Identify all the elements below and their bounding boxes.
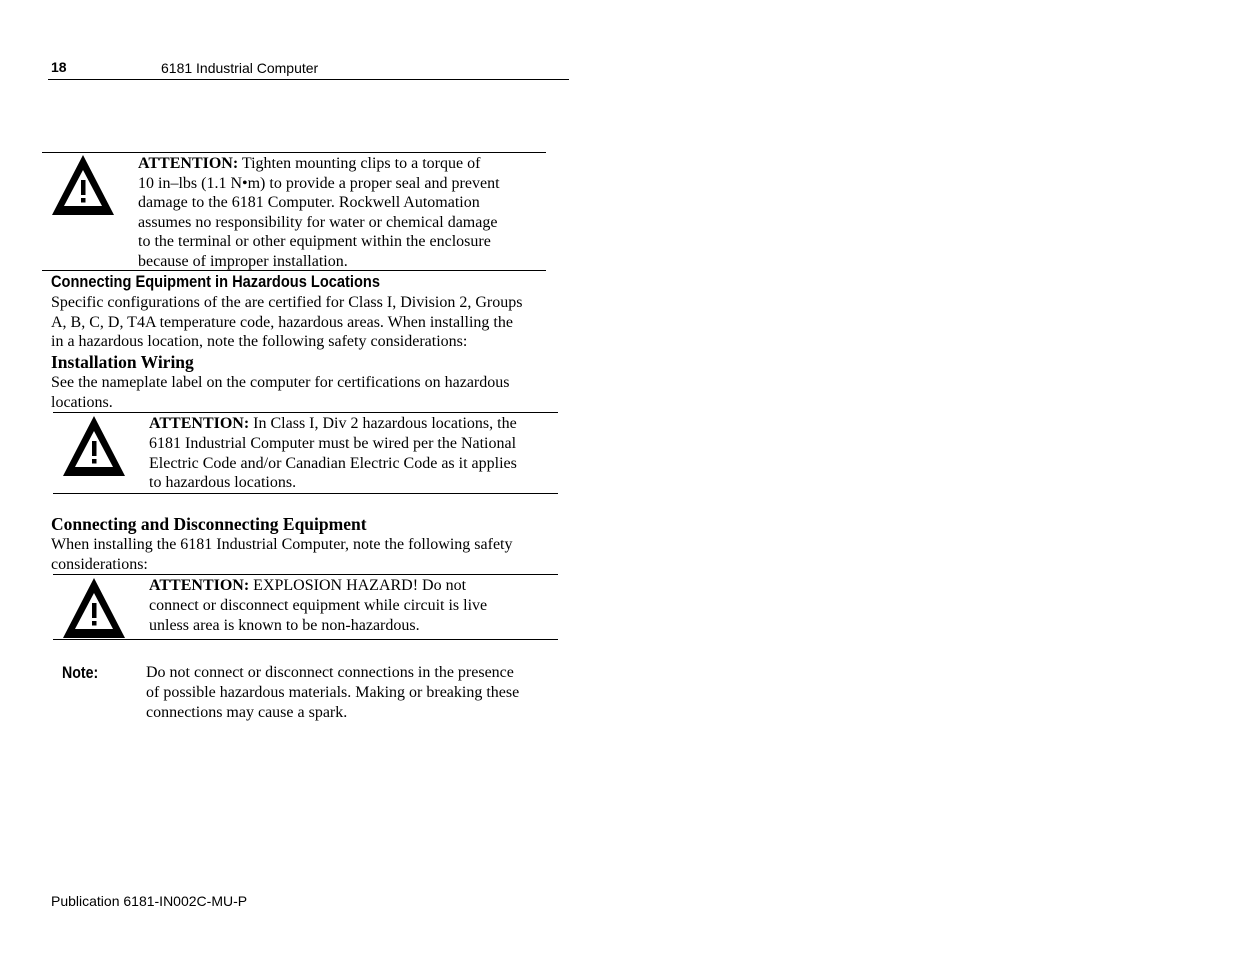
section-wiring-body bbox=[51, 373, 509, 412]
note-line: connections may cause a spark. bbox=[146, 704, 348, 721]
attention-2-line: to hazardous locations. bbox=[149, 474, 297, 492]
attention-1-line: damage to the 6181 Computer. Rockwell Automation bbox=[138, 194, 480, 211]
footer-publication: Publication 6181-IN002C-MU-P bbox=[51, 893, 248, 909]
body-line: When installing the 6181 Industrial Computer, note the following safety bbox=[51, 536, 513, 553]
attention-1-line: Tighten mounting clips to a torque of bbox=[241, 155, 481, 172]
attention-2-bottom-rule bbox=[53, 493, 558, 494]
body-line: Specific configurations of the are certified for Class I, Division 2, Groups bbox=[51, 294, 523, 311]
section-connecting-body bbox=[51, 535, 513, 574]
attention-3-text bbox=[149, 576, 487, 635]
attention-2-top-rule bbox=[53, 412, 558, 413]
warning-triangle-icon bbox=[50, 153, 116, 217]
attention-3-label: ATTENTION: bbox=[149, 577, 250, 594]
section-heading-wiring: Installation Wiring bbox=[51, 352, 194, 372]
note-label: Note: bbox=[62, 664, 99, 682]
attention-1-line: 10 in–lbs (1.1 N•m) to provide a proper seal and prevent bbox=[138, 174, 500, 192]
note-line: of possible hazardous materials. Making or breaking these bbox=[146, 684, 520, 701]
attention-3-line: connect or disconnect equipment while circuit is live bbox=[149, 596, 488, 614]
attention-2-label: ATTENTION: bbox=[149, 415, 250, 432]
section-heading-connecting: Connecting and Disconnecting Equipment bbox=[51, 514, 367, 534]
attention-3-line: unless area is known to be non-hazardous. bbox=[149, 616, 420, 634]
attention-2-line: In Class I, Div 2 hazardous locations, the bbox=[253, 415, 517, 432]
attention-3-top-rule bbox=[53, 574, 558, 575]
attention-1-line: assumes no responsibility for water or chemical damage bbox=[138, 213, 498, 231]
body-line: in a hazardous location, note the following safety considerations: bbox=[51, 333, 468, 350]
header-rule bbox=[48, 79, 569, 80]
note-body bbox=[146, 663, 519, 723]
body-line: considerations: bbox=[51, 555, 148, 573]
attention-3-bottom-rule bbox=[53, 639, 558, 640]
body-line: See the nameplate label on the computer for certifications on hazardous bbox=[51, 374, 510, 391]
attention-1-text bbox=[138, 154, 500, 271]
attention-1-bottom-rule bbox=[42, 270, 546, 271]
body-line: A, B, C, D, T4A temperature code, hazardous areas. When installing the bbox=[51, 313, 513, 331]
section-heading-hazardous: Connecting Equipment in Hazardous Locations bbox=[51, 272, 380, 291]
running-header-title: 6181 Industrial Computer bbox=[161, 60, 319, 76]
warning-triangle-icon bbox=[61, 414, 127, 478]
warning-triangle-icon bbox=[61, 576, 127, 640]
page-number: 18 bbox=[51, 59, 67, 75]
body-line: locations. bbox=[51, 393, 113, 411]
attention-1-label: ATTENTION: bbox=[138, 155, 239, 172]
attention-1-line: to the terminal or other equipment within the enclosure bbox=[138, 233, 491, 250]
attention-2-line: Electric Code and/or Canadian Electric Code as it applies bbox=[149, 454, 517, 472]
attention-2-line: 6181 Industrial Computer must be wired per the National bbox=[149, 434, 517, 452]
attention-1-top-rule bbox=[42, 152, 546, 153]
attention-1-line: because of improper installation. bbox=[138, 252, 348, 270]
attention-3-line: EXPLOSION HAZARD! Do not bbox=[253, 577, 467, 594]
attention-2-text bbox=[149, 414, 517, 493]
section-hazardous-body bbox=[51, 293, 522, 352]
note-line: Do not connect or disconnect connections in the presence bbox=[146, 664, 514, 681]
